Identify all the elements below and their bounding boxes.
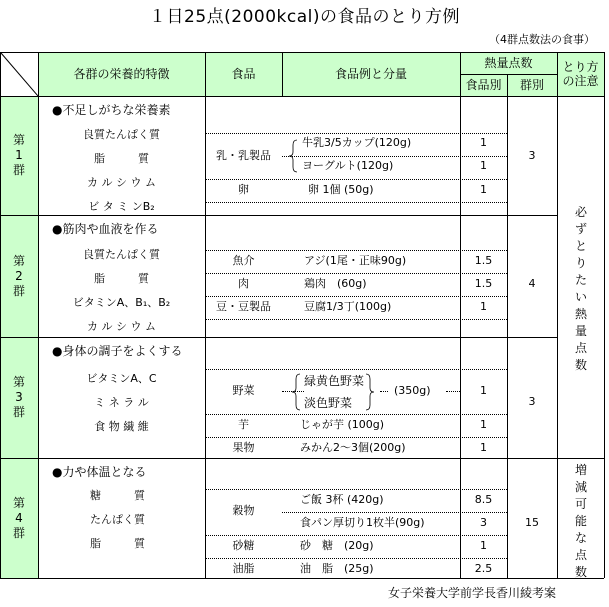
points: 8.5 [474, 493, 493, 506]
feature: 糖 質 [90, 489, 145, 502]
feature: 良質たんぱく質 [83, 128, 160, 141]
corner-cell [0, 52, 38, 96]
food-oil: 油脂 [232, 562, 255, 575]
header-examples: 食品例と分量 [282, 52, 460, 96]
example: 砂 糖 (20g) [300, 539, 374, 552]
points: 1 [480, 159, 487, 172]
example: 油 脂 (25g) [300, 562, 374, 575]
points: 3 [480, 516, 487, 529]
points: 1.5 [474, 277, 493, 290]
points: 1 [480, 183, 487, 196]
feature: 脂 質 [90, 537, 145, 550]
header-per-food: 食品別 [460, 74, 507, 96]
example: 食パン厚切り1枚半(90g) [300, 516, 425, 529]
group-3-label: 第 3 群 [0, 337, 38, 458]
points: 1 [480, 384, 487, 397]
footer-credit: 女子栄養大学前学長香川綾考案 [388, 586, 557, 600]
points: 2.5 [474, 562, 493, 575]
points: 1 [480, 300, 487, 313]
food-egg: 卵 [238, 183, 249, 196]
feature: 脂 質 [94, 272, 149, 285]
example: じゃが芋 (100g) [300, 418, 385, 431]
points: 1 [480, 441, 487, 454]
example: ヨーグルト(120g) [302, 159, 394, 172]
group-points: 4 [528, 277, 536, 290]
group-1-label: 第 1 群 [0, 96, 38, 215]
feature: ビ タ ミ ンB₂ [88, 200, 155, 213]
feature: ビタミンA、B₁、B₂ [72, 296, 171, 309]
header-notes [557, 52, 604, 96]
points: 1 [480, 418, 487, 431]
feature: 良質たんぱく質 [83, 248, 160, 261]
feature: ミ ネ ラ ル [94, 396, 149, 409]
group-points: 3 [528, 149, 536, 162]
food-fruit: 果物 [232, 441, 255, 454]
header-points: 熱量点数 [460, 52, 557, 74]
example: 緑黄色野菜 [304, 374, 365, 388]
feature: 食 物 繊 維 [94, 420, 149, 433]
food-table [0, 52, 604, 578]
example: 鶏肉 (60g) [304, 277, 367, 290]
points: 1 [480, 539, 487, 552]
note-required-points: 必 ず と り た い 熱 量 点 数 [574, 205, 587, 372]
group-points: 15 [525, 516, 539, 529]
brace-icon [288, 137, 298, 175]
diagonal-line-icon [0, 52, 38, 96]
group-points: 3 [528, 395, 536, 408]
note-adjustable-points: 増 減 可 能 な 点 数 [574, 463, 587, 579]
example: 卵 1個 (50g) [308, 183, 374, 196]
food-soy: 豆・豆製品 [216, 300, 271, 313]
food-sugar: 砂糖 [232, 539, 255, 552]
points: 1 [480, 136, 487, 149]
header-notes-line2: の注意 [562, 74, 599, 88]
header-food: 食品 [205, 52, 282, 96]
page-title: １日25点(2000kcal)の食品のとり方例 [149, 7, 460, 27]
example: アジ(1尾・正味90g) [304, 254, 407, 267]
group-2-label: 第 2 群 [0, 215, 38, 337]
example: みかん2〜3個(200g) [300, 441, 406, 454]
food-fish: 魚介 [232, 254, 255, 267]
food-vegetables: 野菜 [232, 384, 255, 397]
food-grains: 穀物 [232, 504, 255, 517]
points: 1.5 [474, 254, 493, 267]
feature: カ ル シ ウ ム [87, 320, 156, 333]
group-4-heading: ●力や体温となる [52, 465, 147, 479]
header-features: 各群の栄養的特徴 [38, 52, 205, 96]
feature: たんぱく質 [90, 513, 145, 526]
group-3-heading: ●身体の調子をよくする [52, 344, 183, 358]
group-4-label: 第 4 群 [0, 458, 38, 578]
food-meat: 肉 [238, 277, 249, 290]
group-2-heading: ●筋肉や血液を作る [52, 222, 159, 236]
food-potato: 芋 [238, 418, 249, 431]
example: ご飯 3杯 (420g) [300, 493, 384, 506]
group-1-heading: ●不足しがちな栄養素 [52, 103, 171, 117]
subtitle: （4群点数法の食事） [489, 33, 595, 46]
example: 牛乳3/5カップ(120g) [302, 136, 412, 149]
brace-right-icon [365, 372, 375, 412]
feature: 脂 質 [94, 152, 149, 165]
example: 豆腐1/3丁(100g) [304, 300, 392, 313]
example: 淡色野菜 [304, 396, 353, 410]
food-dairy: 乳・乳製品 [216, 149, 271, 162]
feature: カ ル シ ウ ム [87, 176, 156, 189]
example-weight: (350g) [394, 384, 431, 397]
header-per-group: 群別 [507, 74, 557, 96]
feature: ビタミンA、C [86, 372, 157, 385]
brace-left-icon [291, 372, 301, 412]
header-notes-line1: とり方 [562, 60, 599, 74]
